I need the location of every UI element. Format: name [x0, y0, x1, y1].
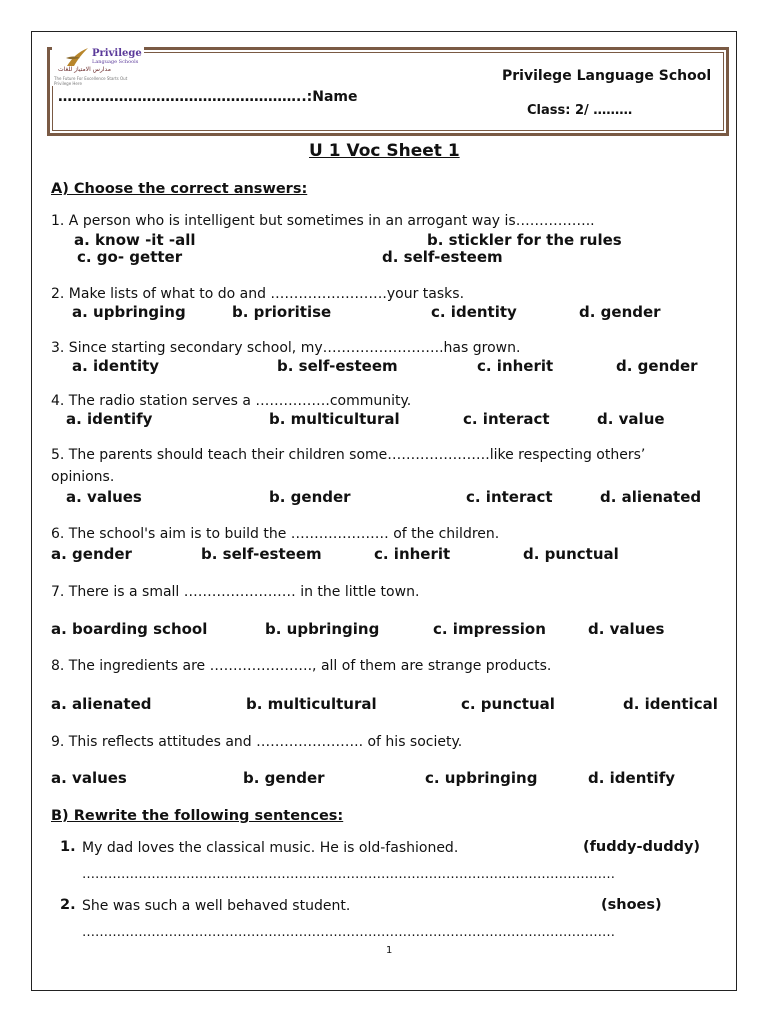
quill-icon: [64, 46, 90, 68]
q1-option-a: a. know -it -all: [74, 231, 196, 249]
logo-text: Privilege: [92, 48, 142, 59]
q9-option-a: a. values: [51, 769, 127, 787]
question-4-text: 4. The radio station serves a …………….community.: [51, 393, 412, 409]
rewrite-2-text: She was such a well behaved student.: [82, 898, 351, 914]
q3-option-d: d. gender: [616, 357, 698, 375]
q7-option-c: c. impression: [433, 620, 546, 638]
q6-option-d: d. punctual: [523, 545, 619, 563]
rewrite-2-hint: (shoes): [601, 897, 662, 913]
logo-subtext: Language Schools: [92, 59, 139, 65]
q2-option-b: b. prioritise: [232, 303, 332, 321]
q8-option-a: a. alienated: [51, 695, 152, 713]
rewrite-1-answer-line: ……………………………………………………………………………………………………………: [82, 867, 615, 882]
page-number: 1: [386, 945, 393, 956]
rewrite-1-number: 1.: [60, 839, 76, 855]
q8-option-c: c. punctual: [461, 695, 555, 713]
q5-option-b: b. gender: [269, 488, 351, 506]
q1-option-d: d. self-esteem: [382, 248, 503, 266]
q3-option-a: a. identity: [72, 357, 160, 375]
q8-option-b: b. multicultural: [246, 695, 377, 713]
question-2-text: 2. Make lists of what to do and …………………….your tasks.: [51, 286, 465, 302]
q9-option-c: c. upbringing: [425, 769, 538, 787]
q1-option-b: b. stickler for the rules: [427, 231, 622, 249]
q6-option-a: a. gender: [51, 545, 132, 563]
question-1-text: 1. A person who is intelligent but sometimes in an arrogant way is……………..: [51, 213, 595, 229]
q5-option-d: d. alienated: [600, 488, 702, 506]
question-6-text: 6. The school's aim is to build the ………………… of the children.: [51, 526, 500, 542]
q6-option-b: b. self-esteem: [201, 545, 322, 563]
q7-option-d: d. values: [588, 620, 665, 638]
q5-option-a: a. values: [66, 488, 142, 506]
question-5-text-cont: opinions.: [51, 469, 115, 485]
section-a-heading: A) Choose the correct answers:: [51, 181, 308, 197]
q4-option-c: c. interact: [463, 410, 550, 428]
q5-option-c: c. interact: [466, 488, 553, 506]
question-5-text: 5. The parents should teach their children some………………….like respecting others’: [51, 447, 646, 463]
q9-option-d: d. identify: [588, 769, 676, 787]
q4-option-b: b. multicultural: [269, 410, 400, 428]
school-name: Privilege Language School: [502, 68, 712, 84]
q3-option-b: b. self-esteem: [277, 357, 398, 375]
q3-option-c: c. inherit: [477, 357, 554, 375]
q4-option-a: a. identify: [66, 410, 153, 428]
rewrite-2-number: 2.: [60, 897, 76, 913]
name-field: ……………………………………………..:Name: [58, 89, 358, 105]
rewrite-1-text: My dad loves the classical music. He is old-fashioned.: [82, 840, 459, 856]
q2-option-d: d. gender: [579, 303, 661, 321]
school-logo: [52, 44, 144, 86]
q4-option-d: d. value: [597, 410, 665, 428]
rewrite-1-hint: (fuddy-duddy): [583, 839, 701, 855]
q7-option-a: a. boarding school: [51, 620, 208, 638]
logo-arabic: مدارس الامتياز للغات: [58, 66, 111, 73]
q2-option-c: c. identity: [431, 303, 517, 321]
q1-option-c: c. go- getter: [77, 248, 183, 266]
q7-option-b: b. upbringing: [265, 620, 380, 638]
rewrite-2-answer-line: ……………………………………………………………………………………………………………: [82, 925, 615, 940]
section-b-heading: B) Rewrite the following sentences:: [51, 808, 344, 824]
sheet-title: U 1 Voc Sheet 1: [309, 141, 460, 161]
question-8-text: 8. The ingredients are …………………., all of them are strange products.: [51, 658, 552, 674]
q2-option-a: a. upbringing: [72, 303, 186, 321]
question-9-text: 9. This reflects attitudes and ………………….. of his society.: [51, 734, 463, 750]
q8-option-d: d. identical: [623, 695, 718, 713]
logo-tagline: The Future For Excellence Starts Out Privilege Here: [54, 76, 128, 86]
question-3-text: 3. Since starting secondary school, my……………………..has grown.: [51, 340, 521, 356]
question-7-text: 7. There is a small …………………… in the little town.: [51, 584, 420, 600]
q9-option-b: b. gender: [243, 769, 325, 787]
class-field: Class: 2/ ………: [527, 103, 633, 118]
q6-option-c: c. inherit: [374, 545, 451, 563]
